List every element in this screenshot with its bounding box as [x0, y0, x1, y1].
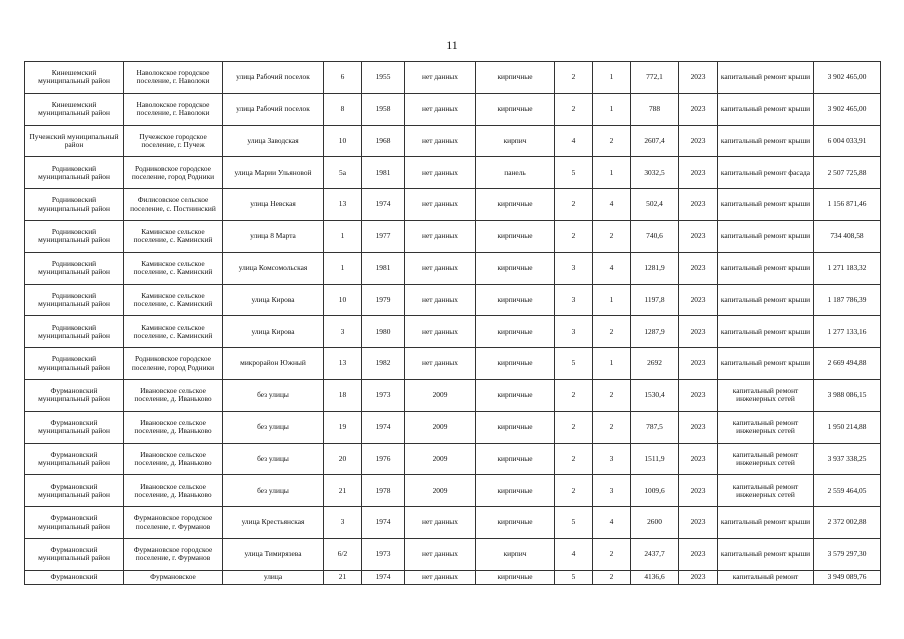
cell-floors: 2 [555, 411, 593, 443]
cell-cost: 1 187 786,39 [814, 284, 881, 316]
cell-house-number: 3 [324, 316, 362, 348]
cell-street: микрорайон Южный [223, 348, 324, 380]
cell-street: улица Крестьянская [223, 507, 324, 539]
cell-plan-year: 2023 [679, 125, 718, 157]
table-row [25, 379, 881, 411]
cell-area: 1511,9 [631, 443, 679, 475]
cell-area: 2600 [631, 507, 679, 539]
cell-work-type: капитальный ремонт инженерных сетей [718, 411, 814, 443]
cell-street: улица Кирова [223, 316, 324, 348]
cell-build-year: 1979 [362, 284, 405, 316]
cell-district: Родниковский муниципальный район [25, 189, 124, 221]
cell-entrances: 1 [593, 348, 631, 380]
cell-floors: 3 [555, 252, 593, 284]
cell-district: Родниковский муниципальный район [25, 348, 124, 380]
cell-build-year: 1976 [362, 443, 405, 475]
cell-wall-material: кирпичные [476, 348, 555, 380]
cell-renovation-year: нет данных [405, 93, 476, 125]
cell-entrances: 1 [593, 62, 631, 94]
cell-house-number: 1 [324, 252, 362, 284]
cell-work-type: капитальный ремонт [718, 570, 814, 584]
cell-build-year: 1973 [362, 379, 405, 411]
cell-plan-year: 2023 [679, 284, 718, 316]
cell-renovation-year: нет данных [405, 125, 476, 157]
cell-area: 1009,6 [631, 475, 679, 507]
cell-plan-year: 2023 [679, 348, 718, 380]
table-row [25, 252, 881, 284]
table-row [25, 443, 881, 475]
cell-wall-material: кирпичные [476, 93, 555, 125]
cell-plan-year: 2023 [679, 189, 718, 221]
cell-district: Фурмановский муниципальный район [25, 443, 124, 475]
cell-street: улица Невская [223, 189, 324, 221]
cell-district: Родниковский муниципальный район [25, 252, 124, 284]
table-row [25, 348, 881, 380]
cell-street: без улицы [223, 443, 324, 475]
cell-house-number: 13 [324, 189, 362, 221]
cell-cost: 2 372 002,88 [814, 507, 881, 539]
cell-cost: 734 408,58 [814, 220, 881, 252]
cell-floors: 2 [555, 443, 593, 475]
cell-renovation-year: 2009 [405, 475, 476, 507]
cell-entrances: 3 [593, 443, 631, 475]
cell-entrances: 2 [593, 570, 631, 584]
cell-area: 740,6 [631, 220, 679, 252]
cell-entrances: 2 [593, 379, 631, 411]
cell-settlement: Наволокское городское поселение, г. Наволоки [124, 62, 223, 94]
cell-cost: 3 949 089,76 [814, 570, 881, 584]
cell-build-year: 1977 [362, 220, 405, 252]
cell-settlement: Каминское сельское поселение, с. Каминский [124, 252, 223, 284]
cell-street: улица Заводская [223, 125, 324, 157]
cell-street: улица [223, 570, 324, 584]
cell-house-number: 20 [324, 443, 362, 475]
cell-settlement: Ивановское сельское поселение, д. Иваньково [124, 379, 223, 411]
cell-settlement: Каминское сельское поселение, с. Каминский [124, 316, 223, 348]
cell-plan-year: 2023 [679, 316, 718, 348]
cell-house-number: 5а [324, 157, 362, 189]
cell-area: 3032,5 [631, 157, 679, 189]
cell-work-type: капитальный ремонт крыши [718, 507, 814, 539]
cell-cost: 1 277 133,16 [814, 316, 881, 348]
cell-wall-material: кирпичные [476, 475, 555, 507]
cell-settlement: Фурмановское [124, 570, 223, 584]
cell-floors: 2 [555, 379, 593, 411]
cell-district: Фурмановский муниципальный район [25, 379, 124, 411]
housing-registry-table [24, 61, 881, 585]
cell-house-number: 3 [324, 507, 362, 539]
cell-house-number: 10 [324, 125, 362, 157]
page-number: 11 [446, 38, 458, 52]
cell-floors: 4 [555, 538, 593, 570]
cell-renovation-year: нет данных [405, 348, 476, 380]
cell-settlement: Каминское сельское поселение, с. Каминский [124, 220, 223, 252]
cell-plan-year: 2023 [679, 62, 718, 94]
cell-area: 788 [631, 93, 679, 125]
cell-entrances: 2 [593, 316, 631, 348]
table-row [25, 125, 881, 157]
cell-cost: 2 559 464,05 [814, 475, 881, 507]
table-row [25, 284, 881, 316]
cell-work-type: капитальный ремонт фасада [718, 157, 814, 189]
cell-cost: 1 271 183,32 [814, 252, 881, 284]
cell-cost: 2 669 494,88 [814, 348, 881, 380]
cell-renovation-year: нет данных [405, 62, 476, 94]
cell-work-type: капитальный ремонт крыши [718, 93, 814, 125]
cell-plan-year: 2023 [679, 475, 718, 507]
cell-build-year: 1981 [362, 252, 405, 284]
cell-floors: 3 [555, 316, 593, 348]
cell-plan-year: 2023 [679, 252, 718, 284]
cell-floors: 5 [555, 157, 593, 189]
cell-build-year: 1974 [362, 570, 405, 584]
cell-settlement: Фурмановское городское поселение, г. Фурманов [124, 538, 223, 570]
cell-work-type: капитальный ремонт крыши [718, 189, 814, 221]
cell-settlement: Родниковское городское поселение, город Родники [124, 348, 223, 380]
cell-wall-material: кирпичные [476, 379, 555, 411]
cell-cost: 1 156 871,46 [814, 189, 881, 221]
cell-wall-material: кирпичные [476, 411, 555, 443]
cell-floors: 3 [555, 284, 593, 316]
cell-renovation-year: нет данных [405, 316, 476, 348]
cell-wall-material: панель [476, 157, 555, 189]
cell-house-number: 6 [324, 62, 362, 94]
cell-renovation-year: нет данных [405, 507, 476, 539]
cell-district: Фурмановский [25, 570, 124, 584]
cell-area: 502,4 [631, 189, 679, 221]
cell-entrances: 4 [593, 252, 631, 284]
cell-plan-year: 2023 [679, 220, 718, 252]
cell-floors: 2 [555, 93, 593, 125]
cell-area: 772,1 [631, 62, 679, 94]
cell-street: без улицы [223, 379, 324, 411]
cell-entrances: 4 [593, 507, 631, 539]
table-row [25, 475, 881, 507]
cell-plan-year: 2023 [679, 538, 718, 570]
table-row [25, 220, 881, 252]
cell-street: улица Кирова [223, 284, 324, 316]
cell-plan-year: 2023 [679, 379, 718, 411]
cell-street: улица Марии Ульяновой [223, 157, 324, 189]
cell-work-type: капитальный ремонт крыши [718, 125, 814, 157]
cell-build-year: 1978 [362, 475, 405, 507]
cell-work-type: капитальный ремонт инженерных сетей [718, 443, 814, 475]
cell-district: Фурмановский муниципальный район [25, 411, 124, 443]
cell-area: 1197,8 [631, 284, 679, 316]
cell-work-type: капитальный ремонт крыши [718, 348, 814, 380]
table-row [25, 93, 881, 125]
cell-work-type: капитальный ремонт крыши [718, 252, 814, 284]
cell-wall-material: кирпич [476, 125, 555, 157]
cell-build-year: 1958 [362, 93, 405, 125]
cell-renovation-year: нет данных [405, 284, 476, 316]
cell-settlement: Родниковское городское поселение, город Родники [124, 157, 223, 189]
cell-entrances: 4 [593, 189, 631, 221]
cell-build-year: 1955 [362, 62, 405, 94]
cell-floors: 5 [555, 348, 593, 380]
cell-entrances: 1 [593, 93, 631, 125]
cell-renovation-year: нет данных [405, 538, 476, 570]
cell-build-year: 1981 [362, 157, 405, 189]
cell-entrances: 2 [593, 220, 631, 252]
cell-district: Родниковский муниципальный район [25, 284, 124, 316]
cell-settlement: Фурмановское городское поселение, г. Фурманов [124, 507, 223, 539]
cell-work-type: капитальный ремонт крыши [718, 284, 814, 316]
cell-settlement: Пучежское городское поселение, г. Пучеж [124, 125, 223, 157]
cell-renovation-year: нет данных [405, 570, 476, 584]
cell-renovation-year: 2009 [405, 443, 476, 475]
cell-district: Кинешемский муниципальный район [25, 93, 124, 125]
cell-area: 4136,6 [631, 570, 679, 584]
cell-area: 1287,9 [631, 316, 679, 348]
cell-renovation-year: 2009 [405, 379, 476, 411]
cell-settlement: Филисовское сельское поселение, с. Постнинский [124, 189, 223, 221]
cell-work-type: капитальный ремонт крыши [718, 220, 814, 252]
cell-build-year: 1980 [362, 316, 405, 348]
cell-area: 1281,9 [631, 252, 679, 284]
cell-build-year: 1974 [362, 411, 405, 443]
cell-build-year: 1974 [362, 189, 405, 221]
cell-wall-material: кирпичные [476, 220, 555, 252]
cell-work-type: капитальный ремонт крыши [718, 538, 814, 570]
cell-build-year: 1974 [362, 507, 405, 539]
cell-settlement: Наволокское городское поселение, г. Наволоки [124, 93, 223, 125]
cell-street: улица Рабочий поселок [223, 62, 324, 94]
cell-street: без улицы [223, 411, 324, 443]
cell-area: 2692 [631, 348, 679, 380]
cell-settlement: Ивановское сельское поселение, д. Иваньково [124, 443, 223, 475]
cell-cost: 3 902 465,00 [814, 62, 881, 94]
cell-work-type: капитальный ремонт инженерных сетей [718, 475, 814, 507]
cell-entrances: 2 [593, 538, 631, 570]
cell-house-number: 13 [324, 348, 362, 380]
cell-area: 2607,4 [631, 125, 679, 157]
table-row [25, 570, 881, 584]
cell-wall-material: кирпичные [476, 252, 555, 284]
cell-wall-material: кирпичные [476, 284, 555, 316]
table-row [25, 189, 881, 221]
cell-renovation-year: 2009 [405, 411, 476, 443]
cell-street: улица Тимирязева [223, 538, 324, 570]
cell-wall-material: кирпичные [476, 443, 555, 475]
cell-cost: 3 579 297,30 [814, 538, 881, 570]
cell-cost: 1 950 214,88 [814, 411, 881, 443]
cell-renovation-year: нет данных [405, 157, 476, 189]
cell-cost: 3 902 465,00 [814, 93, 881, 125]
cell-cost: 3 988 086,15 [814, 379, 881, 411]
cell-floors: 2 [555, 189, 593, 221]
cell-district: Фурмановский муниципальный район [25, 507, 124, 539]
cell-plan-year: 2023 [679, 157, 718, 189]
cell-build-year: 1982 [362, 348, 405, 380]
cell-area: 787,5 [631, 411, 679, 443]
cell-floors: 2 [555, 475, 593, 507]
cell-area: 2437,7 [631, 538, 679, 570]
cell-renovation-year: нет данных [405, 189, 476, 221]
cell-settlement: Ивановское сельское поселение, д. Иваньково [124, 411, 223, 443]
cell-street: улица 8 Марта [223, 220, 324, 252]
cell-house-number: 8 [324, 93, 362, 125]
table-row [25, 411, 881, 443]
cell-wall-material: кирпичные [476, 316, 555, 348]
cell-wall-material: кирпич [476, 538, 555, 570]
cell-floors: 5 [555, 507, 593, 539]
cell-district: Кинешемский муниципальный район [25, 62, 124, 94]
table-row [25, 157, 881, 189]
cell-work-type: капитальный ремонт крыши [718, 62, 814, 94]
cell-street: улица Комсомольская [223, 252, 324, 284]
table-body [25, 62, 881, 585]
table-row [25, 507, 881, 539]
cell-plan-year: 2023 [679, 507, 718, 539]
cell-house-number: 21 [324, 475, 362, 507]
cell-plan-year: 2023 [679, 411, 718, 443]
cell-work-type: капитальный ремонт инженерных сетей [718, 379, 814, 411]
cell-house-number: 21 [324, 570, 362, 584]
cell-build-year: 1973 [362, 538, 405, 570]
cell-street: улица Рабочий поселок [223, 93, 324, 125]
cell-entrances: 1 [593, 284, 631, 316]
cell-wall-material: кирпичные [476, 570, 555, 584]
cell-cost: 2 507 725,88 [814, 157, 881, 189]
cell-floors: 5 [555, 570, 593, 584]
cell-wall-material: кирпичные [476, 507, 555, 539]
cell-wall-material: кирпичные [476, 189, 555, 221]
cell-entrances: 2 [593, 411, 631, 443]
table-row [25, 316, 881, 348]
cell-district: Фурмановский муниципальный район [25, 475, 124, 507]
table-row [25, 538, 881, 570]
cell-district: Родниковский муниципальный район [25, 316, 124, 348]
cell-entrances: 3 [593, 475, 631, 507]
cell-cost: 3 937 338,25 [814, 443, 881, 475]
cell-renovation-year: нет данных [405, 252, 476, 284]
cell-district: Пучежский муниципальный район [25, 125, 124, 157]
cell-plan-year: 2023 [679, 443, 718, 475]
cell-house-number: 6/2 [324, 538, 362, 570]
cell-plan-year: 2023 [679, 570, 718, 584]
cell-settlement: Каминское сельское поселение, с. Каминский [124, 284, 223, 316]
cell-floors: 2 [555, 220, 593, 252]
cell-house-number: 10 [324, 284, 362, 316]
cell-district: Фурмановский муниципальный район [25, 538, 124, 570]
cell-house-number: 18 [324, 379, 362, 411]
cell-floors: 2 [555, 62, 593, 94]
cell-plan-year: 2023 [679, 93, 718, 125]
cell-floors: 4 [555, 125, 593, 157]
table-row [25, 62, 881, 94]
cell-entrances: 1 [593, 157, 631, 189]
cell-house-number: 19 [324, 411, 362, 443]
cell-build-year: 1968 [362, 125, 405, 157]
cell-wall-material: кирпичные [476, 62, 555, 94]
cell-area: 1530,4 [631, 379, 679, 411]
cell-settlement: Ивановское сельское поселение, д. Иваньково [124, 475, 223, 507]
cell-house-number: 1 [324, 220, 362, 252]
cell-entrances: 2 [593, 125, 631, 157]
cell-street: без улицы [223, 475, 324, 507]
cell-work-type: капитальный ремонт крыши [718, 316, 814, 348]
cell-cost: 6 004 033,91 [814, 125, 881, 157]
cell-renovation-year: нет данных [405, 220, 476, 252]
cell-district: Родниковский муниципальный район [25, 220, 124, 252]
cell-district: Родниковский муниципальный район [25, 157, 124, 189]
